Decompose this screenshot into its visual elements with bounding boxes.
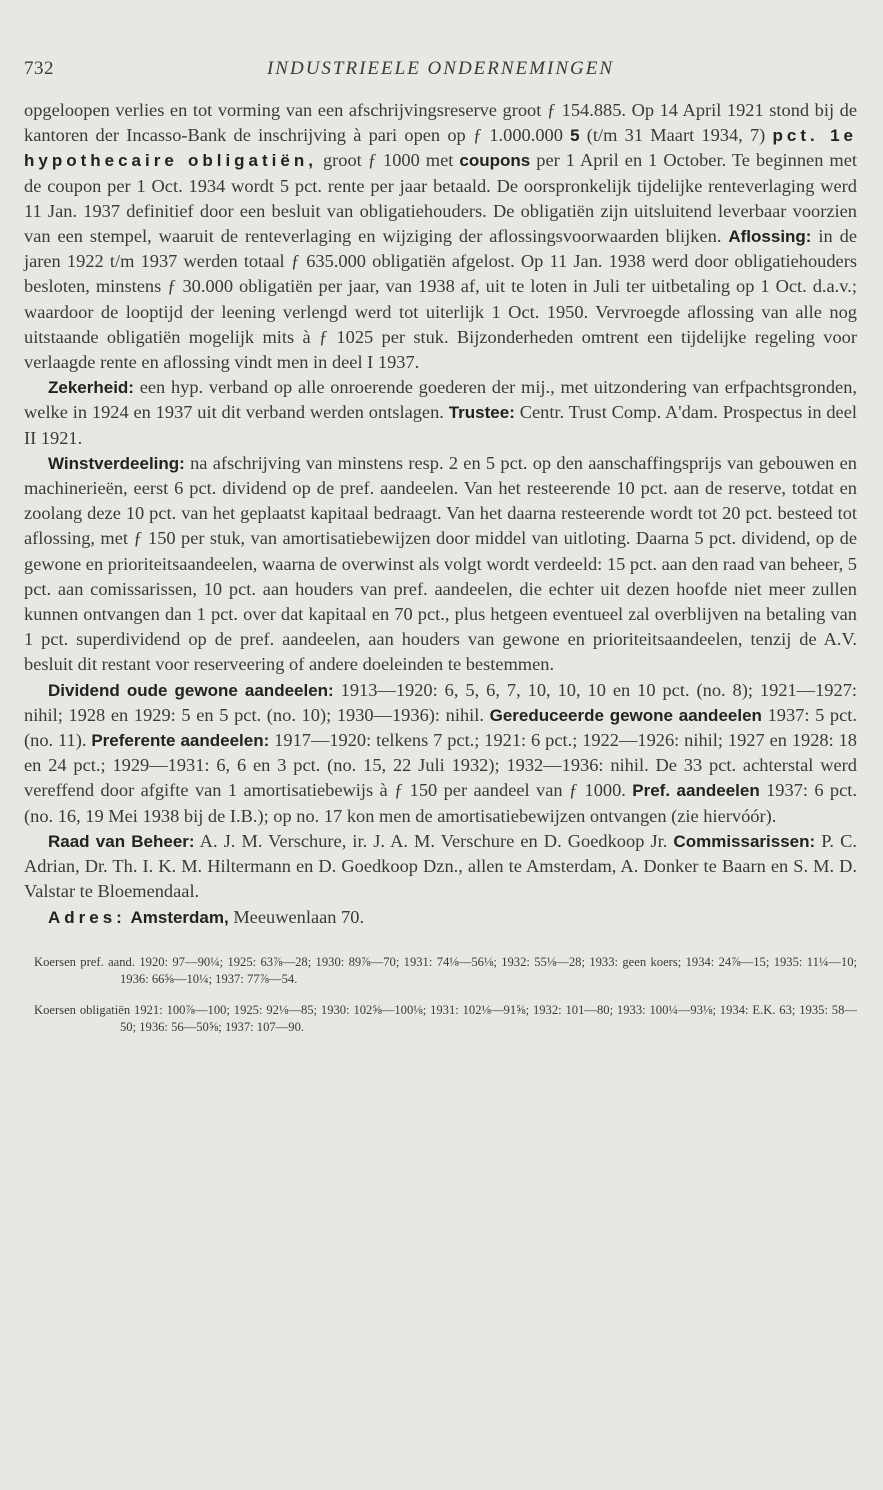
zekerheid-label: Zekerheid: xyxy=(48,378,134,398)
koersen-section xyxy=(24,954,857,1036)
raad-van-beheer-label: Raad van Beheer: xyxy=(48,831,195,851)
preferente-text: 1917—1920: telkens 7 pct.; 1921: 6 pct.; 1922—1926: nihil; 1927 en 1928: 18 en 24 pct.; 1929—1931: 6, 6 en 3 pct. (no. 15, 22 Juli 1932); 1932—1936: nihil. De 33 pct. achterstal werd vereffend door afgifte van 1 amortisatiebewijs à ƒ 150 per aandeel van ƒ 1000. xyxy=(24,730,857,801)
intro-text-5: in de jaren 1922 t/m 1937 werden totaal ƒ 635.000 obligatiën afgelost. Op 11 Jan. 1938 werd door obligatiehouders besloten, minstens ƒ 30.000 obligatiën per jaar, van 1938 af, uit te loten in Juli ter uitbetaling op 1 Oct. d.a.v.; waardoor de looptijd der leening verlengd werd tot uiterlijk 1 Oct. 1950. Vervroegde aflossing van alle nog uitstaande obligatiën mogelijk mits à ƒ 1025 per stuk. Bijzonderheden omtrent een tijdelijke regeling voor verlaagde rente en aflossing vindt men in deel I 1937. xyxy=(24,226,857,373)
intro-bold-rate: 5 xyxy=(570,126,580,146)
winstverdeeling-paragraph xyxy=(24,451,857,678)
dividend-oude-label: Dividend oude gewone aandeelen: xyxy=(48,680,334,700)
pref-aandeelen-text: 1937: 6 pct. (no. 16, 19 Mei 1938 bij de I.B.); op no. 17 kon men de amortisatiebewijzen ontvangen (zie hiervóór). xyxy=(24,780,857,826)
gereduceerde-text: 1937: 5 pct. (no. 11). xyxy=(24,704,857,751)
intro-paragraph xyxy=(24,98,857,375)
intro-text-3: groot ƒ 1000 met xyxy=(316,150,460,171)
intro-text-2: (t/m 31 Maart 1934, 7) xyxy=(579,125,773,146)
zekerheid-paragraph xyxy=(24,375,857,451)
commissarissen-text: P. C. Adrian, Dr. Th. I. K. M. Hiltermann en D. Goedkoop Dzn., allen te Amsterdam, A. Donker te Baarn en S. M. D. Valstar te Bloemendaal. xyxy=(24,830,857,902)
koersen-pref: Koersen pref. aand. 1920: 97—90¼; 1925: 63⅞—28; 1930: 89⅞—70; 1931: 74⅛—56⅛; 1932: 55⅛—28; 1933: geen koers; 1934: 24⅞—15; 1935: 11¼—10; 1936: 66⅝—10¼; 1937: 77⅞—54. xyxy=(34,954,857,986)
raad-van-beheer-text: A. J. M. Verschure, ir. J. A. M. Verschure en D. Goedkoop Jr. xyxy=(194,830,674,851)
dividend-oude-text: 1913—1920: 6, 5, 6, 7, 10, 10, 10 en 10 pct. (no. 8); 1921—1927: nihil; 1928 en 1929: 5 en 5 pct. (no. 10); 1930—1936): nihil. xyxy=(24,679,857,725)
adres-label: Adres: xyxy=(48,907,126,927)
intro-text-4: per 1 April en 1 October. Te beginnen met de coupon per 1 Oct. 1934 wordt 5 pct. rente per jaar betaald. De oorspronkelijk tijdelijke renteverlaging werd 11 Jan. 1937 definitief door een besluit van obligatiehouders. De obligatiën zijn uitsluitend leverbaar voorzien van een stempel, waaruit de renteverlaging en wijziging der aflossingsvoorwaarden blijken. xyxy=(24,150,857,247)
page-number: 732 xyxy=(24,58,54,79)
koersen-obligaties: Koersen obligatiën 1921: 100⅞—100; 1925: 92⅛—85; 1930: 102⅝—100⅛; 1931: 102⅛—91⅝; 1932: 101—80; 1933: 100¼—93⅛; 1934: E.K. 63; 1935: 58—50; 1936: 56—50⅝; 1937: 107—90. xyxy=(34,1002,857,1034)
beheer-paragraph xyxy=(24,829,857,905)
intro-text-1: opgeloopen verlies en tot vorming van een afschrijvingsreserve groot ƒ 154.885. Op 14 April 1921 stond bij de kantoren der Incasso-Bank de inschrijving à pari open op ƒ 1.000.000 xyxy=(24,100,857,146)
dividend-paragraph xyxy=(24,678,857,829)
winstverdeeling-text: na afschrijving van minstens resp. 2 en 5 pct. op den aanschaffingsprijs van gebouwen en machinerieën, eerst 6 pct. dividend op de pref. aandeelen. Van het resteerende 10 pct. aan de reserve, totdat en zoolang deze 10 pct. van het geplaatst kapitaal bedraagt. Van het daarna resteerende wordt tot 20 pct. besteed tot aflossing, met ƒ 150 per stuk, van amortisatiebewijzen door middel van uitloting. Daarna 5 pct. dividend, op de gewone en prioriteitsaandeelen, waarna de overwinst als volgt wordt verdeeld: 15 pct. aan den raad van beheer, 5 pct. aan comissarissen, 10 pct. aan houders van pref. aandeelen, die echter uit dezen hoofde niet meer zullen kunnen ontvangen dan 1 pct. over dat kapitaal en 70 pct., plus hetgeen eventueel zal overblijven na betaling van 1 pct. superdividend op de pref. aandeelen, aan houders van gewone en prioriteitsaandeelen, tenzij de A.V. besluit dit restant voor reserveering of andere doeleinden te bestemmen. xyxy=(24,452,857,675)
adres-line xyxy=(24,905,857,930)
trustee-text: Centr. Trust Comp. A'dam. Prospectus in deel II 1921. xyxy=(24,402,857,448)
commissarissen-label: Commissarissen: xyxy=(673,831,816,851)
intro-bold-coupons: coupons xyxy=(459,151,531,171)
intro-bold-obligaties: pct. 1e hypothecaire obligatiën, xyxy=(24,126,857,171)
zekerheid-text: een hyp. verband op alle onroerende goederen der mij., met uitzondering van erfpachtsgronden, welke in 1924 en 1937 uit dit verband werden ontslagen. xyxy=(24,377,857,423)
aflossing-label: Aflossing: xyxy=(728,227,812,247)
adres-street: Meeuwenlaan 70. xyxy=(228,906,365,927)
document-body xyxy=(24,98,857,930)
preferente-label: Preferente aandeelen: xyxy=(91,731,270,751)
gereduceerde-label: Gereduceerde gewone aandeelen xyxy=(489,705,762,725)
trustee-label: Trustee: xyxy=(448,403,515,423)
running-title: INDUSTRIEELE ONDERNEMINGEN xyxy=(266,58,614,79)
pref-aandeelen-label: Pref. aandeelen xyxy=(632,781,760,801)
adres-city: Amsterdam, xyxy=(130,907,229,927)
page-header xyxy=(24,58,857,98)
winstverdeeling-label: Winstverdeeling: xyxy=(48,453,185,473)
